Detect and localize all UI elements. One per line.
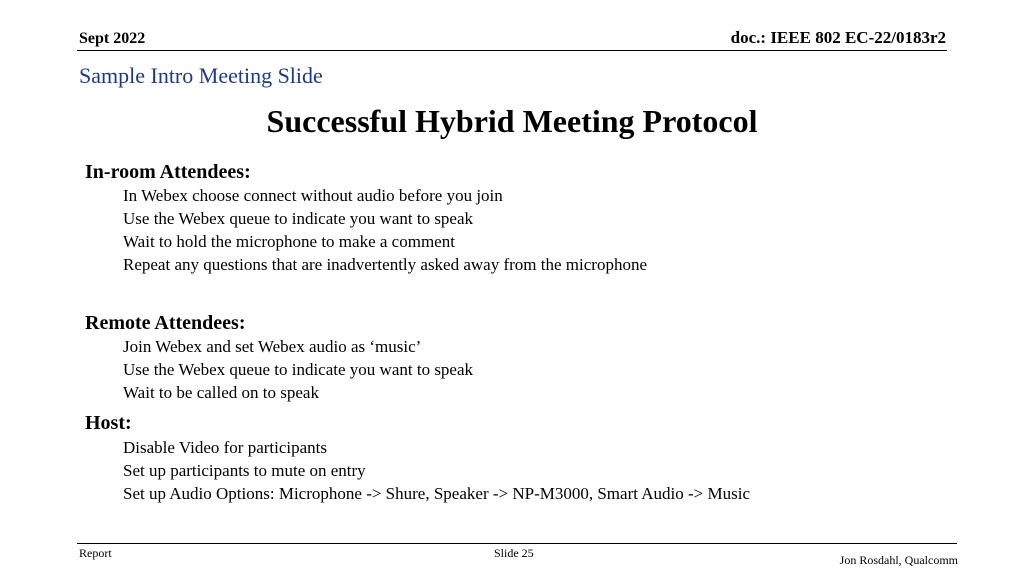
section-heading-in-room: In-room Attendees:	[85, 161, 251, 183]
list-item: In Webex choose connect without audio before you join	[123, 186, 503, 205]
section-heading-remote: Remote Attendees:	[85, 312, 246, 334]
list-item: Set up participants to mute on entry	[123, 461, 366, 480]
slide-label: Sample Intro Meeting Slide	[79, 63, 323, 88]
footer-author: Jon Rosdahl, Qualcomm	[839, 553, 958, 567]
list-item: Wait to be called on to speak	[123, 383, 319, 402]
list-item: Use the Webex queue to indicate you want to speak	[123, 360, 474, 379]
list-item: Set up Audio Options: Microphone -> Shure, Speaker -> NP-M3000, Smart Audio -> Music	[123, 484, 751, 503]
slide-number: Slide 25	[494, 546, 534, 560]
header-divider	[77, 50, 947, 51]
footer-divider	[77, 543, 957, 544]
list-item: Disable Video for participants	[123, 438, 328, 457]
header-doc-id: doc.: IEEE 802 EC-22/0183r2	[730, 28, 946, 47]
footer-left: Report	[79, 546, 112, 560]
section-heading-host: Host:	[85, 412, 132, 434]
list-item: Join Webex and set Webex audio as ‘music’	[123, 337, 422, 356]
list-item: Repeat any questions that are inadvertently asked away from the microphone	[123, 255, 647, 274]
slide-title: Successful Hybrid Meeting Protocol	[266, 103, 758, 139]
list-item: Wait to hold the microphone to make a comment	[123, 232, 455, 251]
list-item: Use the Webex queue to indicate you want to speak	[123, 209, 474, 228]
header-date: Sept 2022	[79, 30, 146, 47]
